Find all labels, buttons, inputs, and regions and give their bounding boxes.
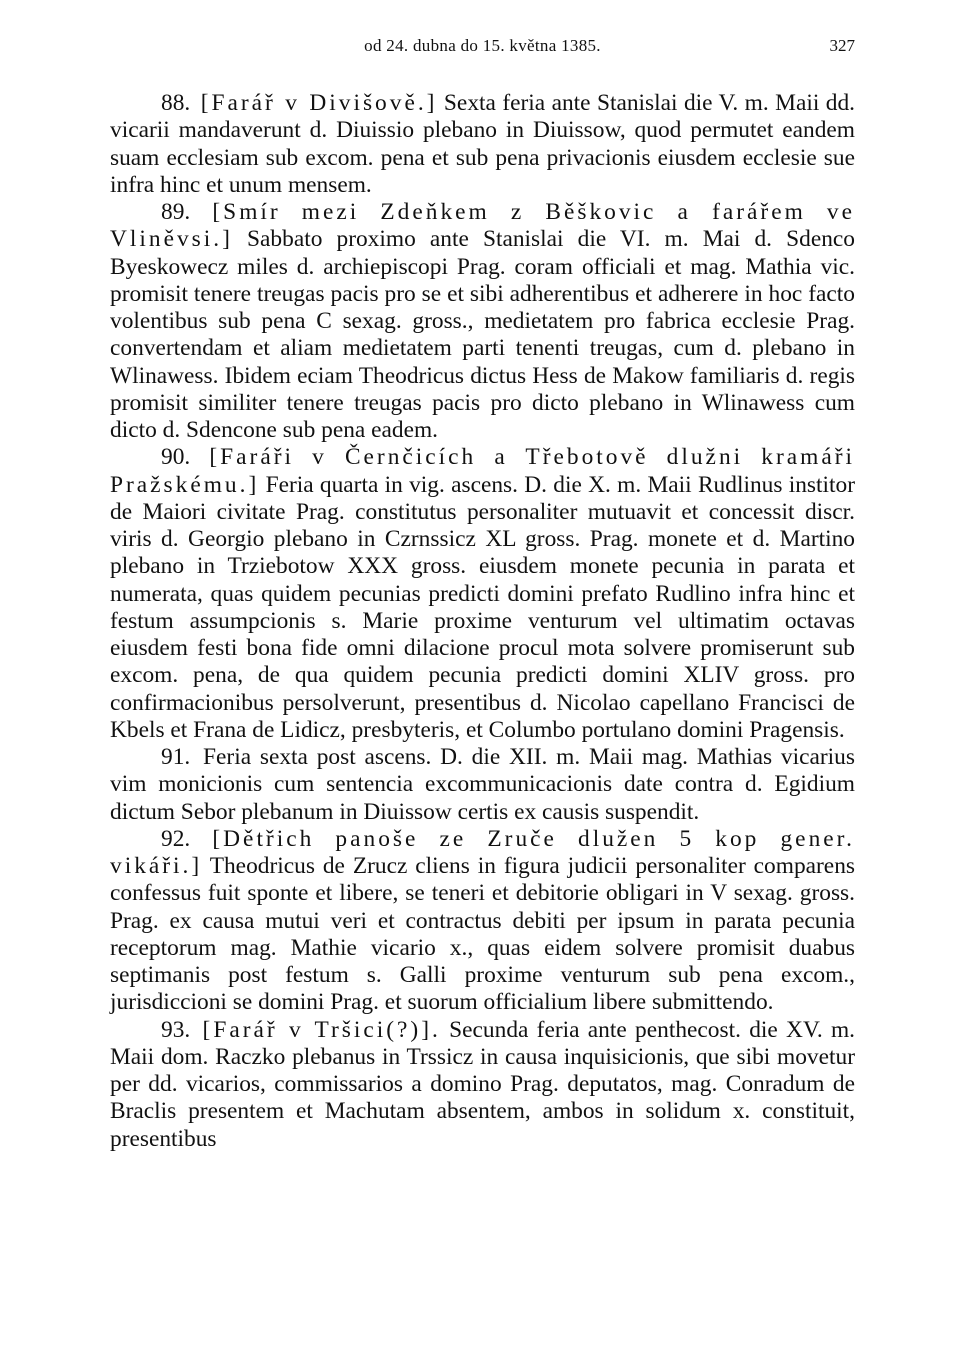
entry-text: Sabbato proximo ante Stanislai die VI. m. Mai d. Sdenco Byeskowecz miles d. archiepiscopi Prag. coram officiali et mag. Mathia vic. promisit tenere treugas pacis pro se et sibi adherentibus et adherere in hoc facto volentibus sub pena C sexag. gross., medietatem pro fabrica ecclesie Prag. convertendam et aliam medietatem parti tenenti treugas, cum d. plebano in Wlinawess. Ibidem eciam Theodricus dictus Hess de Makow familiaris d. regis promisit similiter tenere treugas pacis pro dicto plebano in Wlinawess cum dicto d. Sdencone sub pena eadem. — [110, 226, 855, 443]
entry-number: 88. — [161, 90, 191, 116]
running-title: od 24. dubna do 15. května 1385. — [364, 36, 601, 55]
entry-number: 89. — [161, 199, 191, 225]
entry-heading: [Dětřich panoše ze Zruče dlužen 5 kop gener. vikáři.] — [110, 825, 855, 879]
entry-89 — [110, 199, 855, 444]
entry-number: 92. — [161, 825, 191, 852]
page-number: 327 — [829, 36, 855, 55]
entry-heading: [Farář v Tršici(?)]. — [202, 1016, 441, 1043]
entry-text: Theodricus de Zrucz cliens in figura judicii personaliter comparens confessus fuit sponte et libere, se teneri et debitorie obligari in V sexag. gross. Prag. ex causa mutui veri et contractus debiti per ipsum in parata pecunia receptorum mag. Mathie vicario x., quas eidem solvere promisit duabus septimanis post festum s. Galli proxime venturum sub pena excom., jurisdiccioni se domini Prag. et suorum officialium libere submittendo. — [110, 853, 855, 1016]
entry-heading: [Farář v Divišově.] — [200, 90, 438, 116]
entry-heading: [Smír mezi Zdeňkem z Běškovic a farářem ve Vliněvsi.] — [110, 199, 855, 253]
document-body — [110, 90, 855, 1153]
entry-93 — [110, 1017, 855, 1153]
entry-heading: [Faráři v Černčicích a Třebotově dlužni kramáři Pražskému.] — [110, 444, 855, 498]
entry-text: Secunda feria ante penthecost. die XV. m. Maii dom. Raczko plebanus in Trssicz in causa inquisicionis, que sibi movetur per dd. vicarios, commissarios a domino Prag. deputatos, mag. Conradum de Braclis presentem et Machutam absentem, ambos in solidum x. constituit, presentibus — [110, 1016, 855, 1152]
page-header — [110, 36, 855, 60]
entry-number: 90. — [161, 444, 191, 471]
entry-92 — [110, 826, 855, 1017]
entry-text: Feria sexta post ascens. D. die XII. m. Maii mag. Mathias vicarius vim monicionis cum sentencia excommunicacionis date contra d. Egidium dictum Sebor plebanum in Diuissow certis ex causis suspendit. — [110, 744, 855, 825]
entry-91 — [110, 744, 855, 826]
entry-90 — [110, 444, 855, 744]
entry-number: 93. — [161, 1016, 191, 1043]
entry-88 — [110, 90, 855, 199]
entry-text: Sexta feria ante Stanislai die V. m. Maii dd. vicarii mandaverunt d. Diuissio plebano in Diuissow, quod permutet eandem suam ecclesiam sub excom. pena et sub pena privacionis eiusdem ecclesie sue infra hinc et unum mensem. — [110, 90, 855, 198]
entry-text: Feria quarta in vig. ascens. D. die X. m. Maii Rudlinus institor de Maiori civitate Prag. constitutus personaliter mutuavit et concessit discr. viris d. Georgio plebano in Czrnssicz XL gross. Prag. monete et d. Martino plebano in Trziebotow XXX gross. eiusdem monete pecunia in parata et numerata, quas quidem pecunias predicti domini prefato Rudlino infra hinc et festum assumpcionis s. Marie proxime venturum vel ultimatim octavas eiusdem festi bona fide omni dilacione procul mota solvere promiserunt sub excom. pena, de qua quidem pecunia predicti domini XLIV gross. pro confirmacionibus persolverunt, presentibus d. Nicolao capellano Francisci de Kbels et Frana de Lidicz, presbyteris, et Columbo portulano domini Pragensis. — [110, 471, 855, 743]
entry-number: 91. — [161, 744, 191, 770]
